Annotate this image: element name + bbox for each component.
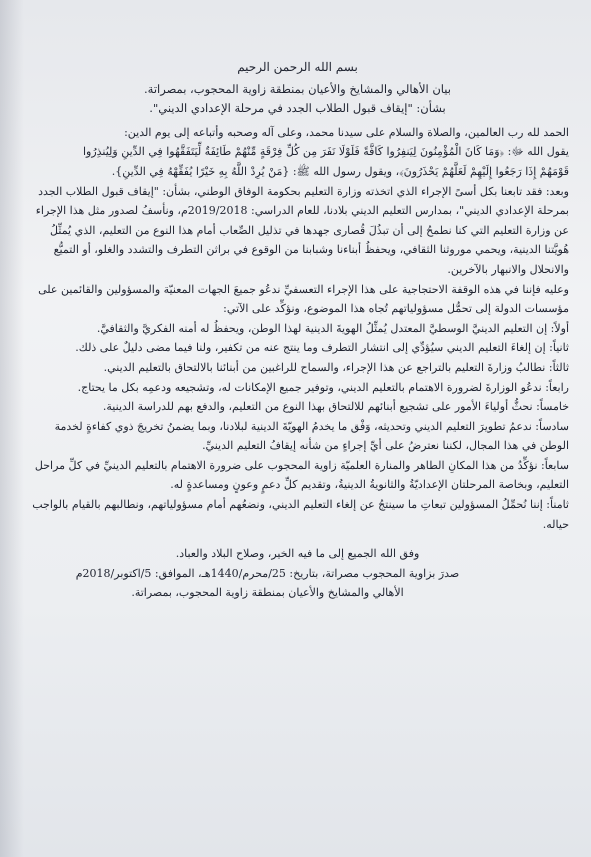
demand-item-6: سادساً: ندعمُ تطويرَ التعليم الديني وتحديثه، وَفْق ما يخدمُ الهويّةَ الدينية لبلادنا، وبما يضمنُ تخريجَ ذوي كفاءةٍ لخدمة الوطن في هذا المجال، لكننا نعترضُ على أيِّ إجراءٍ من شأنه إيقافُ التعليم الدينيِّ.: [54, 419, 569, 453]
closing-prayer: وفق الله الجميع إلى ما فيه الخير، وصلاح البلاد والعباد.: [175, 547, 420, 561]
demand-item-4: رابعاً: ندعُو الوزارةَ لضرورة الاهتمام بالتعليم الديني، وتوفير جميع الإمكانات له، وتشجيعه ودعمِه بكل ما يحتاج.: [77, 380, 569, 394]
demand-item-5: خامساً: نحثُّ أولياءَ الأمور على تشجيع أبنائهم للالتحاق بهذا النوع من التعليم، والدفع بهم للدراسة الدينية.: [102, 400, 569, 414]
demand-item-1: أولاً: إن التعليم الدينيَّ الوسطيَّ المعتدل يُمثِّلُ الهويةَ الدينية لهذا الوطن، ويحفظُ له أمنه الفكريَّ والثقافيَّ.: [96, 321, 569, 335]
body-paragraph-1: وبعد: فقد تابعنا بكل أسىً الإجراء الذي اتخذته وزارة التعليم بحكومة الوفاق الوطني، بشأن: "إيقاف قبول الطلاب الجدد بمرحلة الإعدادي الديني"، بمدارس التعليم الديني بلادنا، للعام الدراسي: 2019/2018م، ونأسفُ لصدور مثل هذا الإجراء عن وزارة التعليم التي كنا نطمحُ إلى أن تبذُلَ قُصارى جهدها في تذليل الصِّعاب أمام هذا النوع من التعليم، الذي يُمثِّلُ هُويَّتنا الدينية، ويحمي موروثنا الثقافي، ويحفظُ أبناءنا وشبابنا من الوقوع في براثن التطرف والتشدد والغلو، أو التميُّع والانحلال والانبهار بالآخرين.: [35, 184, 569, 276]
statement-document: [26, 58, 569, 603]
intro-quran-verse: يقول الله ﷻ: ﴿وَمَا كَانَ الْمُؤْمِنُونَ لِيَنفِرُوا كَافَّةً فَلَوْلَا نَفَرَ مِن كُلِّ فِرْقَةٍ مِّنْهُمْ طَائِفَةٌ لِّيَتَفَقَّهُوا فِي الدِّينِ وَلِيُنذِرُوا: [82, 145, 569, 159]
basmala: بسم الله الرحمن الرحيم: [237, 60, 358, 74]
issue-date-line: صدرَ بزاوية المحجوب مصراتة، بتاريخ: 25/محرم/1440هـ، الموافق: 5/اكتوبر/2018م: [75, 566, 460, 580]
intro-praise: الحمد لله رب العالمين، والصلاة والسلام على سيدنا محمد، وعلى آله وصحبه وأتباعه إلى يوم الدين:: [124, 125, 569, 139]
intro-hadith: قَوْمَهُمْ إِذَا رَجَعُوا إِلَيْهِمْ لَعَلَّهُمْ يَحْذَرُونَ﴾، ويقول رسول الله ﷺ: {مَنْ يُرِدْ اللَّهُ بِهِ خَيْرًا يُفَقِّهْهُ فِي الدِّينِ}.: [111, 164, 569, 178]
demand-item-8: ثامناً: إننا نُحمِّلُ المسؤولين تبعاتِ ما سينتجُ عن إلغاء التعليم الديني، ونضعُهم أمام مسؤولياتهم، ونطالبهم بالقيام بالواجب حياله.: [32, 498, 569, 531]
demand-item-7: سابعاً: نؤكِّدُ من هذا المكانِ الطاهر والمنارة العلميّة زاوية المحجوب على ضرورة الاهتمام بالتعليم الدينيِّ في كلِّ مراحل التعليم، وبخاصة المرحلتان الإعداديّةُ والثانويةُ الدينيةُ، وتقديم كلِّ دعمٍ وعونٍ ومساعدةٍ له.: [34, 458, 569, 492]
demand-item-2: ثانياً: إن إلغاءَ التعليم الديني سيُؤدِّي إلى انتشار التطرف وما ينتج عنه من تكفير، ولنا فيما مضى دليلٌ على ذلك.: [75, 341, 569, 355]
page-shadow: [0, 0, 24, 857]
document-title: بيان الأهالي والمشايخ والأعيان بمنطقة زاوية المحجوب، بمصراتة.: [144, 81, 451, 96]
signatories-line: الأهالي والمشايخ والأعيان بمنطقة زاوية المحجوب، بمصراتة.: [131, 586, 404, 600]
document-subject: بشأن: "إيقاف قبول الطلاب الجدد في مرحلة الإعدادي الديني".: [149, 101, 446, 116]
body-paragraph-2: وعليه فإننا في هذه الوقفة الاحتجاجية على هذا الإجراء التعسفيِّ ندعُو جميعَ الجهات المعنيّة والمسؤولين والقائمين على مؤسسات الدولة إلى تحمُّل مسؤولياتهم تُجاه هذا الموضوع، ونؤكِّد على الآتي:: [38, 282, 569, 316]
demand-item-3: ثالثاً: نطالبُ وزارةَ التعليم بالتراجع عن هذا الإجراء، والسماح للراغبين من أبنائنا بالالتحاق بالتعليم الديني.: [103, 360, 569, 374]
demands-list: [26, 319, 569, 535]
